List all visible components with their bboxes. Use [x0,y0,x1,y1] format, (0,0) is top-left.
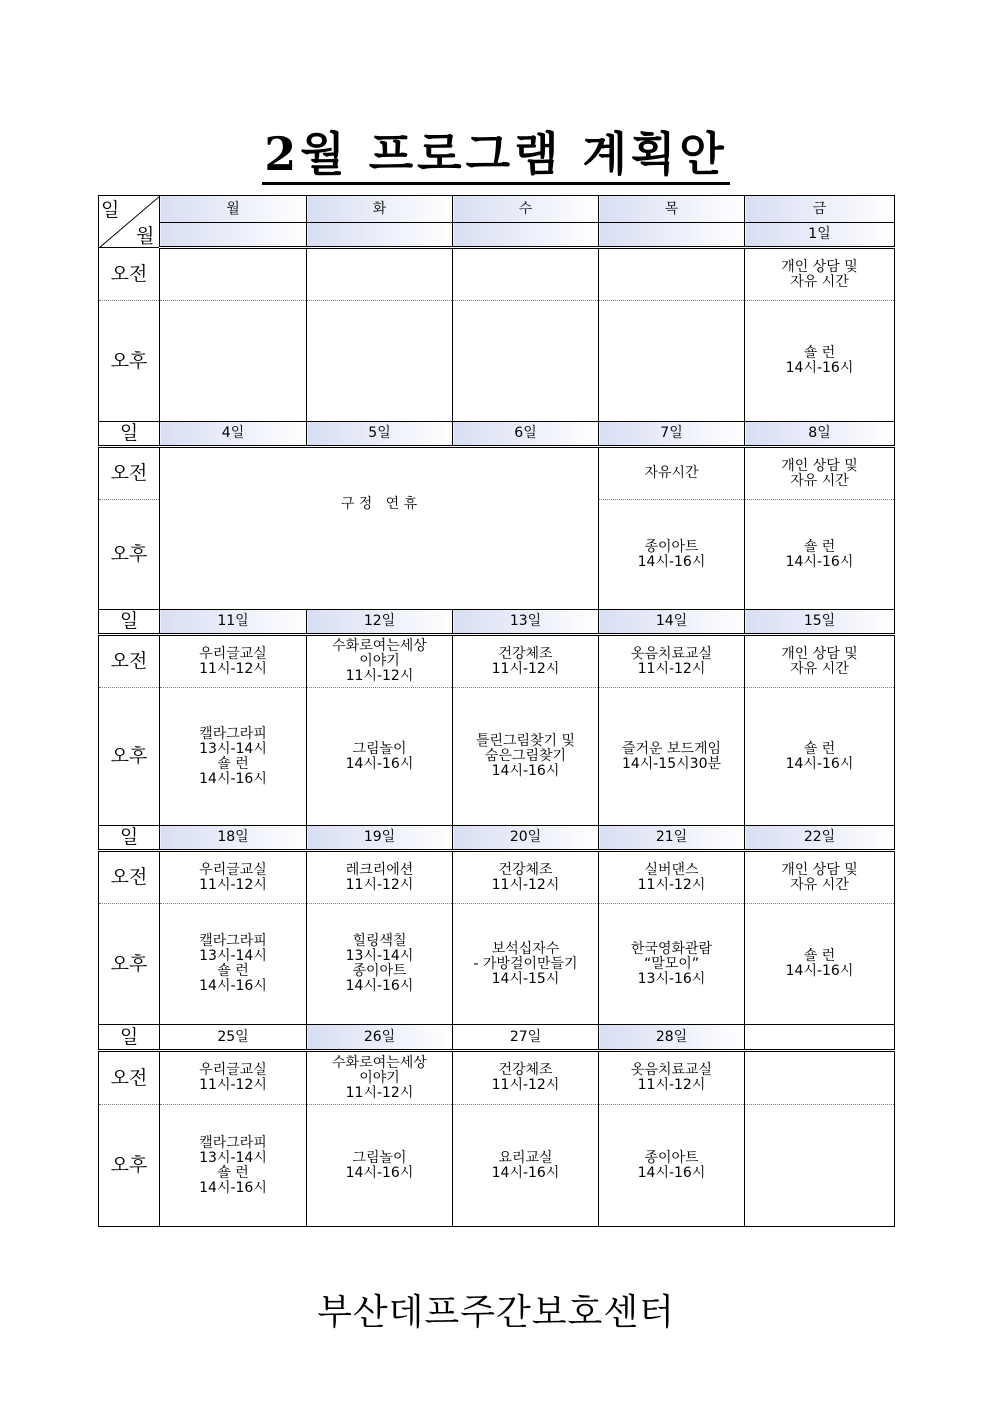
pm-row [99,688,895,826]
am-cell [453,1051,599,1105]
am-cell [307,1051,453,1105]
cell-text-line: 14시-16시 [199,770,267,787]
cell-text-line: 11시-12시 [491,660,560,677]
pm-cell [745,904,895,1025]
pm-cell [599,1105,745,1227]
am-cell [160,851,307,904]
pm-row [99,301,895,422]
am-cell [599,1051,745,1105]
cell-text-line: 우리글교실 [199,861,267,878]
date-cell: 6일 [453,422,599,447]
date-cell: 27일 [453,1025,599,1051]
date-cell: 15일 [745,610,895,635]
week-day-label: 일 [99,422,160,447]
am-cell [453,248,599,301]
cell-text-line: 숄 런 [217,963,249,979]
cell-text-line: 개인 상담 및 [781,645,858,662]
date-cell [599,223,745,248]
cell-text-line: 우리글교실 [199,645,267,662]
date-cell: 5일 [307,422,453,447]
cell-text-line: 건강체조 [498,1062,553,1078]
am-label: 오전 [99,851,160,904]
date-cell: 26일 [307,1025,453,1051]
corner-bottom-label: 월 [136,225,155,247]
date-cell: 21일 [599,826,745,851]
cell-text-line: 14시-15시 [491,970,560,987]
am-cell [745,635,895,688]
cell-text-line: 옷음치료교실 [630,645,713,662]
pm-cell [453,301,599,422]
cell-text-line: 14시-16시 [785,553,854,570]
am-cell [160,248,307,301]
cell-text-line: 11시-12시 [345,876,414,893]
cell-text-line: 14시-16시 [785,963,854,979]
cell-text-line: 자유 시간 [790,273,849,290]
cell-text-line: 숄 런 [217,1164,249,1181]
pm-label: 오후 [99,688,160,826]
am-cell [307,635,453,688]
date-row [99,422,895,447]
cell-text-line: 개인 상담 및 [781,861,858,878]
page-title [0,124,992,184]
pm-row [99,1105,895,1227]
cell-text-line: 즐거운 보드게임 [621,740,722,757]
cell-text-line: 11시-12시 [345,1084,414,1101]
cell-text-line: 보석십자수 [491,940,560,957]
cell-text-line: 14시-16시 [491,1164,560,1181]
pm-cell [599,500,745,610]
cell-text-line: 14시-16시 [345,755,414,772]
date-cell: 7일 [599,422,745,447]
cell-text-line: 14시-16시 [491,763,560,779]
weekday-thu: 목 [599,196,745,223]
am-cell [599,447,745,500]
cell-text-line: 11시-12시 [491,876,560,893]
pm-label: 오후 [99,500,160,610]
am-cell [599,851,745,904]
cell-text-line: 숄 런 [803,345,836,361]
holiday-text: 구 정 연 휴 [340,496,418,512]
cell-text-line: 우리글교실 [199,1062,267,1078]
am-cell [160,635,307,688]
cell-text-line: 종이아트 [644,1149,699,1166]
date-cell: 11일 [160,610,307,635]
date-cell: 28일 [599,1025,745,1051]
cell-text-line: 캘라그라피 [199,933,267,949]
cell-text-line: 건강체조 [498,861,553,878]
cell-text-line: 11시-12시 [637,660,706,677]
cell-text-line: 13시-14시 [199,1149,267,1166]
date-cell [160,223,307,248]
am-cell [745,1051,895,1105]
date-row [99,223,895,248]
cell-text-line: 개인 상담 및 [781,258,858,275]
date-cell: 13일 [453,610,599,635]
weekday-tue: 화 [307,196,453,223]
pm-row [99,904,895,1025]
cell-text-line: 11시-12시 [491,1077,560,1093]
corner-diagonal [99,196,160,248]
pm-cell [160,1105,307,1227]
cell-text-line: 옷음치료교실 [630,1062,713,1078]
schedule-body [99,196,895,1227]
pm-cell [307,904,453,1025]
am-row [99,248,895,301]
pm-cell [745,500,895,610]
cell-text-line: 자유시간 [644,465,699,481]
cell-text-line: 이야기 [359,1069,400,1086]
cell-text-line: 11시-12시 [199,876,267,893]
am-cell [160,1051,307,1105]
date-cell: 4일 [160,422,307,447]
am-cell [745,248,895,301]
cell-text-line: 숄 런 [803,740,836,757]
am-row [99,851,895,904]
am-cell [745,447,895,500]
corner-top-label: 일 [101,199,120,221]
pm-label: 오후 [99,301,160,422]
holiday-cell [160,447,599,610]
cell-text-line: 숄 런 [803,948,836,964]
cell-text-line: 11시-12시 [199,1077,267,1093]
cell-text-line: 14시-16시 [785,360,854,376]
pm-cell [453,1105,599,1227]
cell-text-line: - 가방걸이만들기 [473,955,578,972]
cell-text-line: 14시-16시 [785,755,854,772]
corner-cell [99,196,160,248]
date-cell: 19일 [307,826,453,851]
cell-text-line: 자유 시간 [790,472,849,489]
weekday-wed: 수 [453,196,599,223]
week-day-label: 일 [99,610,160,635]
week-day-label: 일 [99,1025,160,1051]
date-cell: 12일 [307,610,453,635]
am-cell [307,248,453,301]
pm-cell [160,688,307,826]
date-row [99,610,895,635]
footer-center-name: 부산데프주간보호센터 [317,1292,675,1333]
date-cell: 14일 [599,610,745,635]
pm-cell [160,904,307,1025]
cell-text-line: 13시-14시 [345,948,414,964]
pm-cell [745,301,895,422]
am-label: 오전 [99,447,160,500]
cell-text-line: 그림놀이 [352,740,407,757]
date-cell: 22일 [745,826,895,851]
date-row [99,1025,895,1051]
cell-text-line: 이야기 [359,653,400,669]
cell-text-line: 숄 런 [217,755,249,772]
cell-text-line: 13시-16시 [637,970,706,987]
pm-cell [453,904,599,1025]
cell-text-line: 개인 상담 및 [781,457,858,474]
cell-text-line: 수화로여는세상 [332,638,427,654]
cell-text-line: 요리교실 [498,1149,553,1166]
cell-text-line: 숄 런 [803,538,836,555]
pm-cell [599,904,745,1025]
am-label: 오전 [99,248,160,301]
weekday-header-row [99,196,895,223]
cell-text-line: 14시-16시 [199,978,267,994]
cell-text-line: 그림놀이 [352,1149,407,1166]
date-cell: 18일 [160,826,307,851]
cell-text-line: 건강체조 [498,645,553,662]
cell-text-line: 11시-12시 [637,876,706,893]
cell-text-line: 자유 시간 [790,660,849,677]
cell-text-line: “말모이” [643,955,700,972]
pm-cell [307,1105,453,1227]
cell-text-line: 캘라그라피 [199,725,267,742]
schedule-table [98,195,895,1227]
date-cell: 25일 [160,1025,307,1051]
pm-cell [160,301,307,422]
pm-cell [599,688,745,826]
cell-text-line: 종이아트 [352,963,407,979]
cell-text-line: 한국영화관람 [630,940,713,957]
cell-text-line: 숨은그림찾기 [484,748,567,764]
date-row [99,826,895,851]
am-cell [599,248,745,301]
cell-text-line: 14시-16시 [637,553,706,570]
page-title-text: 2월 프로그램 계획안 [262,127,730,185]
am-cell [745,851,895,904]
cell-text-line: 캘라그라피 [199,1134,267,1151]
am-cell [307,851,453,904]
cell-text-line: 14시-16시 [637,1164,706,1181]
date-cell [307,223,453,248]
cell-text-line: 레크리에션 [345,861,414,878]
pm-cell [745,688,895,826]
am-cell [599,635,745,688]
pm-cell [307,688,453,826]
am-cell [453,851,599,904]
am-label: 오전 [99,635,160,688]
cell-text-line: 11시-12시 [199,660,267,677]
cell-text-line: 11시-12시 [637,1077,706,1093]
date-cell: 1일 [745,223,895,248]
cell-text-line: 실버댄스 [644,861,699,878]
pm-cell [453,688,599,826]
date-cell [453,223,599,248]
am-row [99,635,895,688]
weekday-mon: 월 [160,196,307,223]
pm-cell [307,301,453,422]
cell-text-line: 힐링색칠 [352,933,407,949]
date-cell: 8일 [745,422,895,447]
cell-text-line: 14시-16시 [199,1179,267,1196]
cell-text-line: 틀린그림찾기 및 [475,733,576,749]
date-cell: 20일 [453,826,599,851]
cell-text-line: 14시-16시 [345,978,414,994]
cell-text-line: 11시-12시 [345,668,414,684]
pm-label: 오후 [99,1105,160,1227]
cell-text-line: 종이아트 [644,538,699,555]
pm-cell [745,1105,895,1227]
cell-text-line: 14시-16시 [345,1164,414,1181]
cell-text-line: 14시-15시30분 [621,755,722,772]
weekday-fri: 금 [745,196,895,223]
week-day-label: 일 [99,826,160,851]
cell-text-line: 수화로여는세상 [332,1054,427,1071]
am-label: 오전 [99,1051,160,1105]
date-cell [745,1025,895,1051]
am-row [99,1051,895,1105]
pm-cell [599,301,745,422]
cell-text-line: 13시-14시 [199,948,267,964]
cell-text-line: 자유 시간 [790,876,849,893]
am-row [99,447,895,500]
pm-label: 오후 [99,904,160,1025]
am-cell [453,635,599,688]
cell-text-line: 13시-14시 [199,740,267,757]
